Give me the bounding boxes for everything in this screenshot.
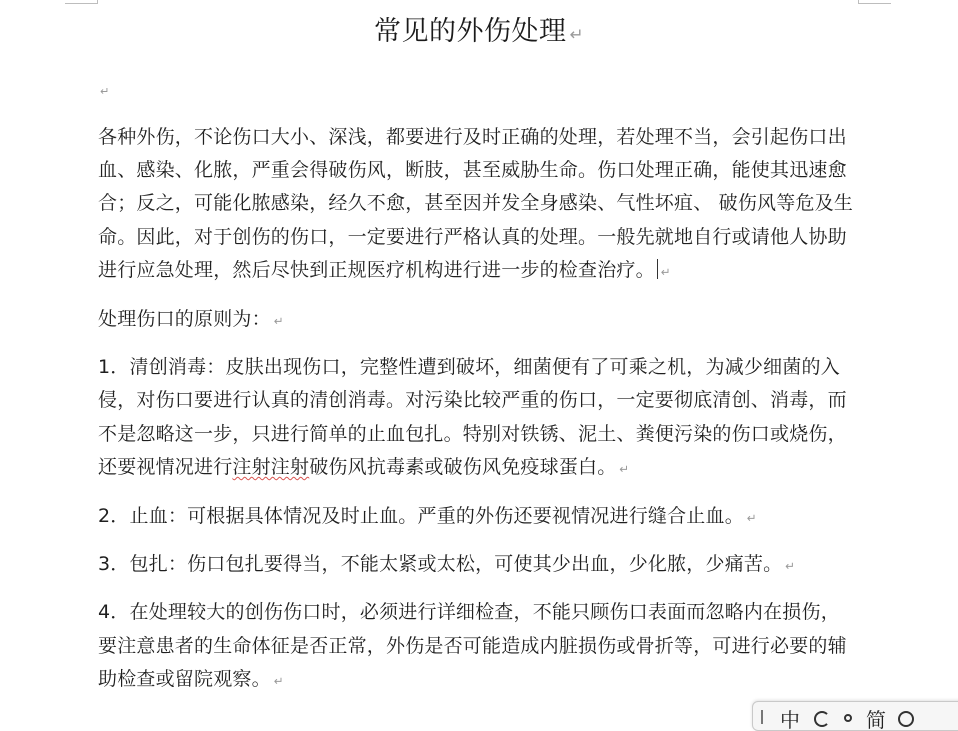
spellcheck-flagged-text[interactable]: 注射注射 [232,455,310,478]
paragraph-bandaging[interactable] [98,548,858,583]
paragraph-text: 3．包扎：伤口包扎要得当，不能太紧或太松，可使其少出血，少化脓，少痛苦。 [98,553,783,576]
paragraph-text: 处理伤口的原则为： [98,308,271,331]
paragraph-principles-heading[interactable] [98,303,858,338]
crop-mark-left [65,0,98,4]
paragraph-text: 4．在处理较大的创伤伤口时，必须进行详细检查，不能只顾伤口表面而忽略内在损伤，要注意患者的生命体征是否正常，外伤是否可能造成内脏损伤或骨折等，可进行必要的辅助检查或留院观察。 [98,601,847,690]
gear-icon[interactable] [898,711,914,727]
moon-icon[interactable] [814,711,830,727]
paragraph-mark-icon: ↵ [273,314,284,329]
ime-simplified-toggle[interactable]: 简 [866,708,886,731]
empty-paragraph[interactable] [97,78,109,104]
punctuation-dot-icon[interactable] [844,714,852,722]
paragraph-mark-icon: ↵ [569,24,585,44]
paragraph-text: 1．清创消毒：皮肤出现伤口，完整性遭到破坏，细菌便有了可乘之机，为减少细菌的入侵，对伤口要进行认真的清创消毒。对污染比较严重的伤口，一定要彻底清创、消毒，而不是忽略这一步，只进行简单的止血包扎。特别对铁锈、泥土、粪便污染的伤口或烧伤，还要视情况进行 [98,356,847,478]
paragraph-text: 各种外伤，不论伤口大小、深浅，都要进行及时正确的处理，若处理不当，会引起伤口出血、感染、化脓，严重会得破伤风，断肢，甚至威胁生命。伤口处理正确，能使其迅速愈合；反之，可能化脓感染，经久不愈，甚至因并发全身感染、气性坏疽、 破伤风等危及生命。因此，对于创伤的伤口，一定要进行严格认真的处理。一般先就地自行或请他人协助进行应急处理，然后尽快到正规医疗机构进行进一步的检查治疗。 [98,126,854,281]
paragraph-mark-icon: ↵ [785,559,796,574]
paragraph-text: 破伤风抗毒素或破伤风免疫球蛋白。 [309,455,617,478]
paragraph-hemostasis[interactable] [98,500,858,535]
text-cursor [657,259,658,279]
document-title[interactable] [0,12,958,54]
crop-mark-right [858,0,891,4]
paragraph-mark-icon: ↵ [273,673,284,688]
paragraph-mark-icon: ↵ [100,85,110,98]
title-text: 常见的外伤处理 [373,16,567,47]
paragraph-mark-icon: ↵ [746,511,757,526]
paragraph-intro[interactable] [98,121,858,289]
paragraph-examination[interactable] [98,596,858,698]
paragraph-disinfection[interactable] [98,351,858,486]
paragraph-mark-icon: ↵ [660,264,671,279]
ime-language-toggle[interactable]: 中 [780,708,800,731]
paragraph-text: 2．止血：可根据具体情况及时止血。严重的外伤还要视情况进行缝合止血。 [98,505,744,528]
document-body[interactable] [98,121,858,712]
paragraph-mark-icon: ↵ [619,461,630,476]
ime-toolbar[interactable] [752,701,958,731]
